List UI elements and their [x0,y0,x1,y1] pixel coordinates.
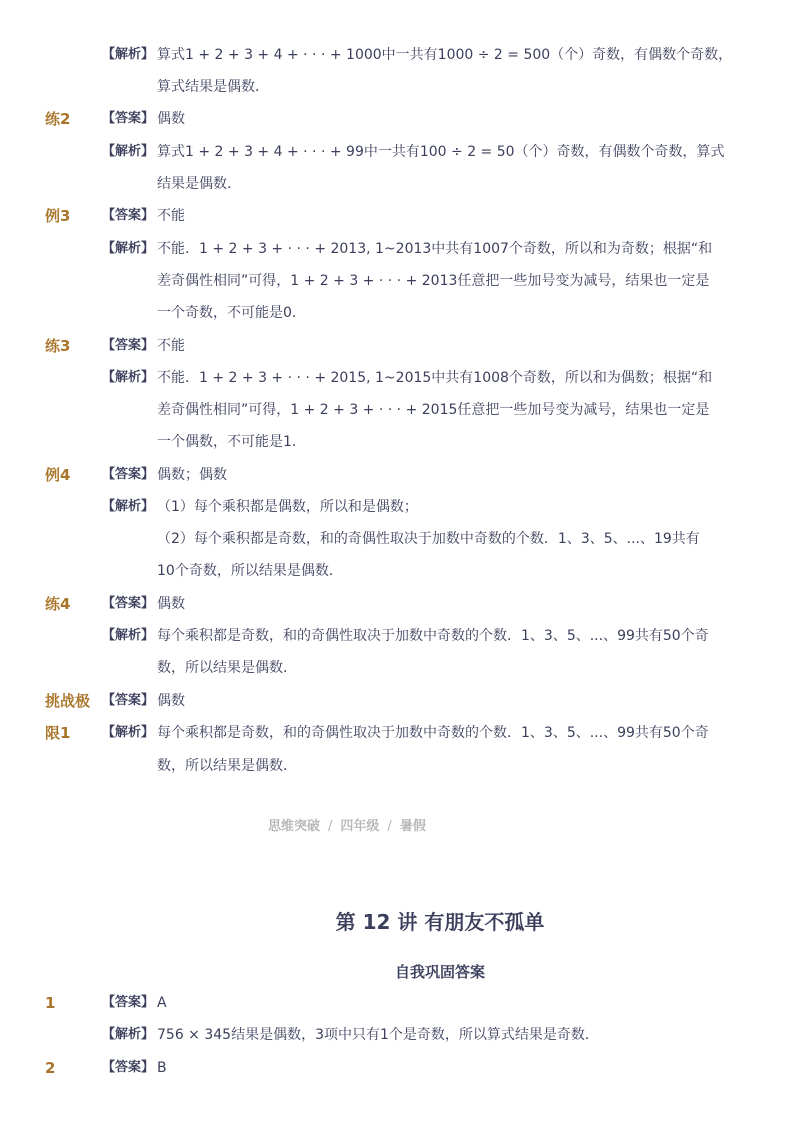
answer-tag: 【答案】 [102,111,155,126]
analysis-text: 一个奇数，不可能是0． [157,305,306,321]
analysis-tag: 【解析】 [102,241,155,256]
problem-number: 挑战极 [45,692,91,710]
analysis-text: （1）每个乘积都是偶数，所以和是偶数； [157,499,418,515]
analysis-text: 差奇偶性相同”可得，1 + 2 + 3 + · · · + 2015任意把一些加号变为减号，结果也一定是 [157,402,710,418]
analysis-text: 算式1 + 2 + 3 + 4 + · · · + 99中一共有100 ÷ 2 = 50（个）奇数，有偶数个奇数，算式 [157,144,725,160]
analysis-text: 不能．1 + 2 + 3 + · · · + 2013, 1~2013中共有1007个奇数，所以和为奇数；根据“和 [157,241,713,257]
analysis-text: （2）每个乘积都是奇数，和的奇偶性取决于加数中奇数的个数．1、3、5、...、19共有 [157,531,700,547]
analysis-tag: 【解析】 [102,47,155,62]
page-footer [268,815,426,834]
analysis-text: 每个乘积都是奇数，和的奇偶性取决于加数中奇数的个数．1、3、5、...、99共有50个奇 [157,628,709,644]
footer-series: 思维突破 [268,819,321,834]
section-title: 自我巩固答案 [394,963,485,981]
problem-number: 练2 [45,110,71,128]
problem-number: 练4 [45,595,71,613]
analysis-text: 每个乘积都是奇数，和的奇偶性取决于加数中奇数的个数．1、3、5、...、99共有50个奇 [157,725,709,741]
answer-tag: 【答案】 [102,596,155,611]
exercise-number: 1 [45,994,56,1012]
answer-tag: 【答案】 [102,467,155,482]
analysis-text: 10个奇数，所以结果是偶数． [157,563,343,579]
footer-separator: / [328,819,333,834]
answer-text: 不能 [157,338,185,354]
analysis-text: 数，所以结果是偶数． [157,660,297,676]
analysis-tag: 【解析】 [102,144,155,159]
answer-tag: 【答案】 [102,693,155,708]
answer-tag: 【答案】 [102,208,155,223]
answer-tag: 【答案】 [102,1060,155,1075]
answer-text: B [157,1060,167,1076]
lecture-title: 第 12 讲 有朋友不孤单 [335,910,545,934]
answer-text: 偶数 [157,693,185,709]
analysis-tag: 【解析】 [102,499,155,514]
answer-text: A [157,995,167,1011]
analysis-tag: 【解析】 [102,725,155,740]
footer-term: 暑假 [399,819,426,834]
exercise-number: 2 [45,1059,56,1077]
footer-grade: 四年级 [340,819,380,834]
answer-text: 偶数；偶数 [157,467,227,483]
analysis-text: 结果是偶数． [157,176,241,192]
analysis-text: 756 × 345结果是偶数，3项中只有1个是奇数，所以算式结果是奇数． [157,1027,599,1043]
answer-text: 不能 [157,208,185,224]
answer-text: 偶数 [157,596,185,612]
analysis-text: 不能．1 + 2 + 3 + · · · + 2015, 1~2015中共有1008个奇数，所以和为偶数；根据“和 [157,370,713,386]
analysis-tag: 【解析】 [102,1027,155,1042]
problem-number-continued: 限1 [45,724,71,742]
problem-number: 例4 [45,466,71,484]
analysis-text: 数，所以结果是偶数． [157,758,297,774]
answer-tag: 【答案】 [102,995,155,1010]
answer-tag: 【答案】 [102,338,155,353]
problem-number: 练3 [45,337,71,355]
problem-number: 例3 [45,207,71,225]
analysis-text: 算式1 + 2 + 3 + 4 + · · · + 1000中一共有1000 ÷ 2 = 500（个）奇数，有偶数个奇数， [157,47,733,63]
analysis-tag: 【解析】 [102,628,155,643]
analysis-text: 一个偶数，不可能是1． [157,434,306,450]
answer-text: 偶数 [157,111,185,127]
footer-separator: / [387,819,392,834]
analysis-text: 差奇偶性相同”可得，1 + 2 + 3 + · · · + 2013任意把一些加号变为减号，结果也一定是 [157,273,710,289]
analysis-tag: 【解析】 [102,370,155,385]
analysis-text: 算式结果是偶数． [157,79,269,95]
